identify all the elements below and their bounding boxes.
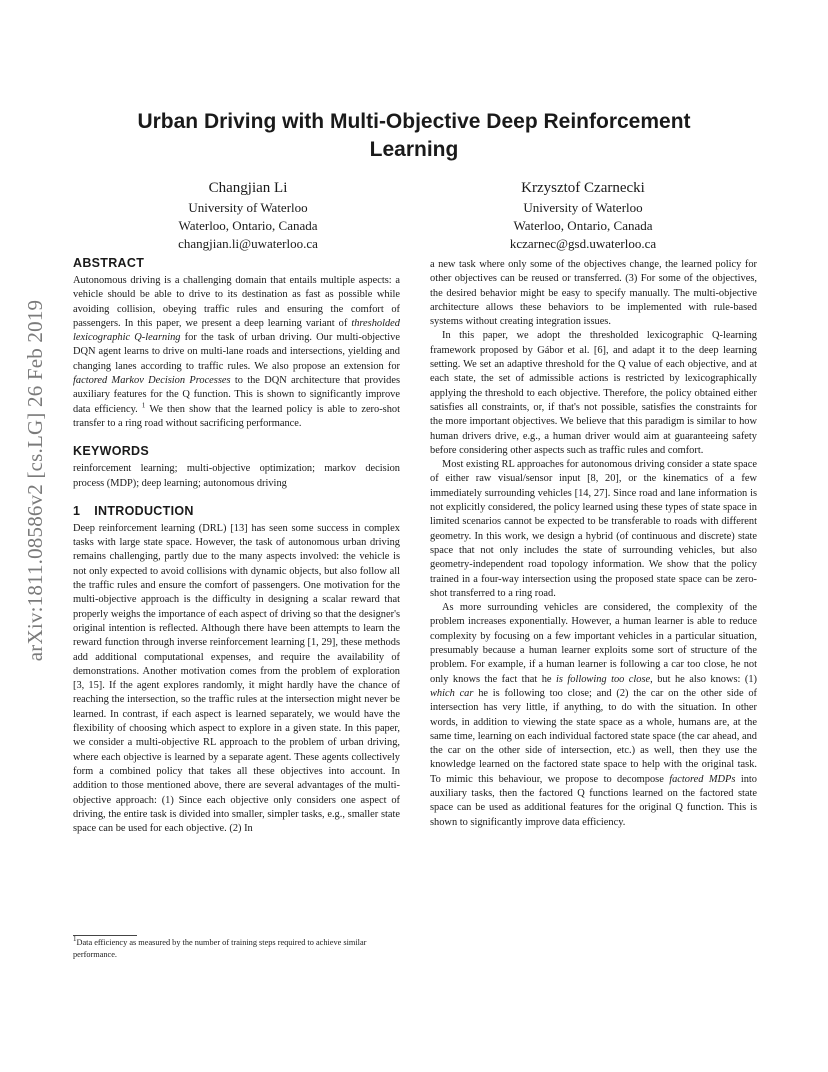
introduction-heading: 1 INTRODUCTION bbox=[73, 503, 194, 518]
introduction-paragraph-1: Deep reinforcement learning (DRL) [13] has seen some success in complex tasks with large state space. However, the task of autonomous urban driving remains challenging, partly due to the many aspects involved: the vehicle is not only expected to avoid collisions with dynamic objects, but also follow all the traffic rules and ensure the comfort of passengers. One motivation for the multi-objective approach is the difficulty in designing a scalar reward that properly weighs the importance of each aspect of driving so that the designer's original intention is reflected. Although there have been attempts to learn the reward function through inverse reinforcement learning [1, 29], these methods add additional computational expenses, and require the availability of demonstrations. Another motivation comes from the problem of exploration [3, 15]. If the agent explores randomly, it might hardly have the chance of reaching the intersection, so the traffic rules at the intersection might never be learned. In contrast, if each aspect is learned separately, we would have the flexibility of choosing which aspect to explore in a given state. In this paper, we consider a multi-objective RL approach to the problem of urban driving, where each objective is learned by a separate agent. These agents collectively form a combined policy that takes all these objectives into account. In addition to those mentioned above, there are several advantages of the multi-objective approach: (1) Since each objective only considers one aspect of driving, the entire task is divided into smaller, simpler tasks, e.g., smaller state space can be used for each objective. (2) In bbox=[73, 522, 400, 835]
author-email: kczarnec@gsd.uwaterloo.ca bbox=[509, 236, 657, 251]
right-column bbox=[430, 258, 757, 830]
author-affiliation: University of Waterloo bbox=[188, 200, 308, 215]
author-name: Krzysztof Czarnecki bbox=[521, 180, 645, 196]
author-block-1 bbox=[118, 178, 378, 253]
introduction-paragraph-4: As more surrounding vehicles are considered, the complexity of the problem increases exponentially. However, a human learner is able to reduce complexity by focusing on a few important vehicles in a particular situation, presumably because a human learner exploits some sort of structure of the problem. For example, if a human learner is following a car too close, he not only knows the fact that he is following too close, but he also knows: (1) which car he is following too close; and (2) the car on the other side of intersection has very little, if anything, to do with the situation. In other words, in addition to viewing the state space as a whole, humans are, at the same time, learning on each individual factored state space (the car ahead, and the car on the other side of intersection, etc.) as well, then they use the knowledge learned on the factored state space to help with the original task. To mimic this behaviour, we propose to decompose factored MDPs into auxiliary tasks, then the factored Q functions learned on the factored state space can be used as additional features for the original Q function. This is shown to significantly improve data efficiency. bbox=[430, 602, 757, 828]
introduction-paragraph-1-continued: a new task where only some of the objectives change, the learned policy for other objectives can be reused or transferred. (3) For some of the objectives, the desired behavior might be easy to specify manually. The multi-objective architecture allows these behaviors to be implemented with rule-based systems without creating integration issues. bbox=[430, 259, 757, 328]
author-location: Waterloo, Ontario, Canada bbox=[513, 218, 653, 233]
footnote-marker: 1 bbox=[141, 401, 146, 410]
arxiv-identifier-text: arXiv:1811.08586v2 [cs.LG] 26 Feb 2019 bbox=[23, 299, 48, 662]
paper-title: Urban Driving with Multi-Objective Deep Reinforcement Learning bbox=[137, 110, 691, 161]
footnote bbox=[73, 937, 400, 960]
author-name: Changjian Li bbox=[208, 180, 288, 196]
left-column bbox=[73, 255, 400, 836]
footnote-divider bbox=[73, 935, 137, 936]
author-affiliation: University of Waterloo bbox=[523, 200, 643, 215]
introduction-paragraph-3: Most existing RL approaches for autonomous driving consider a state space of either raw visual/sensor input [8, 20], or the kinematics of a few immediately surrounding vehicles [14, 27]. Since road and lane information is not explicitly considered, the policy learned using these types of state space in limited scenarios cannot be expected to be transferable to roads with different geometry. In this work, we design a hybrid (of continuous and discrete) state space that not only includes the state of surrounding vehicles, but also geometry-independent road topology information. We show that the policy trained in a four-way intersection using the proposed state space can be zero-shot transferred to a ring road. bbox=[430, 459, 757, 599]
arxiv-identifier bbox=[22, 288, 50, 673]
footnote-mark: 1 bbox=[73, 935, 77, 944]
author-location: Waterloo, Ontario, Canada bbox=[178, 218, 318, 233]
author-email: changjian.li@uwaterloo.ca bbox=[178, 236, 318, 251]
abstract-heading: ABSTRACT bbox=[73, 256, 145, 270]
abstract-text: Autonomous driving is a challenging domain that entails multiple aspects: a vehicle should be able to drive to its destination as fast as possible while avoiding collision, obeying traffic rules and ensuring the comfort of passengers. In this paper, we present a deep learning variant of thresholded lexicographic Q-learning for the task of urban driving. Our multi-objective DQN agent learns to drive on multi-lane roads and intersections, yielding and changing lanes according to traffic rules. We also propose an extension for factored Markov Decision Processes to the DQN architecture that provides auxiliary features for the Q function. This is shown to significantly improve data efficiency. $^1$ We then show that the learned policy is able to zero-shot transfer to a ring road without sacrificing performance. bbox=[73, 275, 400, 429]
footnote-text: Data efficiency as measured by the number of training steps required to achieve similar performance. bbox=[73, 938, 367, 959]
introduction-paragraph-2: In this paper, we adopt the thresholded lexicographic Q-learning framework proposed by Gábor et al. [6], and adapt it to the deep learning setting. We set an adaptive threshold for the Q value of each objective, and at each state, the set of admissible actions is restricted by lexicographically applying the threshold to each objective. Therefore, the policy obtained either satisfies all constraints, or, if that's not possible, satisfies the constraints for the more important objectives. We believe that this paradigm is similar to how human drivers drive, e.g., a human driver would aim at guaranteeing safety before considering other aspects such as traffic rules and comfort. bbox=[430, 330, 757, 456]
keywords-text: reinforcement learning; multi-objective optimization; markov decision process (MDP); deep learning; autonomous driving bbox=[73, 463, 400, 489]
author-block-2 bbox=[453, 178, 713, 253]
keywords-heading: KEYWORDS bbox=[73, 444, 150, 459]
